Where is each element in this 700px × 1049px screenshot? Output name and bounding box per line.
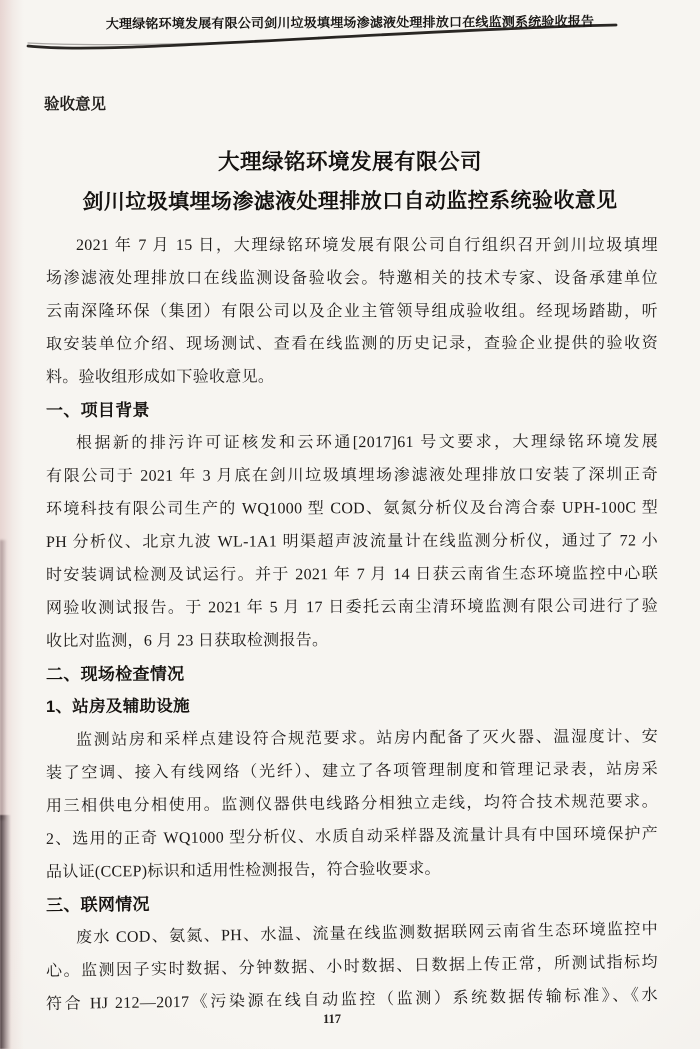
section-heading: 1、站房及辅助设施 [45,697,190,716]
text-line: 心。监测因子实时数据、分钟数据、小时数据、日数据上传正常，所测试指标均 [45,953,659,980]
text-line: 场渗滤液处理排放口在线监测设备验收会。特邀相关的技术专家、设备承建单位 [46,270,658,287]
text-line: PH 分析仪、北京九波 WL-1A1 明渠超声波流量计在线监测分析仪，通过了 72 小 [45,532,659,551]
text-line: 2021 年 7 月 15 日，大理绿铭环境发展有限公司自行组织召开剑川垃圾填埋 [76,237,658,254]
section-heading: 一、项目背景 [45,400,150,420]
text-line: 装了空调、接入有线网络（光纤）、建立了各项管理制度和管理记录表，站房采 [45,760,659,782]
text-line: 收比对监测，6 月 23 日获取检测报告。 [45,632,329,650]
text-line: 用三相供电分相使用。监测仪器供电线路分相独立走线，均符合技术规范要求。 [45,793,659,815]
section-heading: 二、现场检查情况 [45,664,185,684]
page-number: 117 [322,1012,342,1026]
section-label: 验收意见 [44,96,107,113]
document-title: 大理绿铭环境发展有限公司 [217,150,482,174]
text-line: 云南深隆环保（集团）有限公司以及企业主管领导组成验收组。经现场踏勘，听 [46,303,658,320]
text-line: 有限公司于 2021 年 3 月底在剑川垃圾填埋场渗滤液处理排放口安装了深圳正奇 [45,466,659,485]
text-line: 时安装调试检测及试运行。并于 2021 年 7 月 14 日获云南省生态环境监控中心联 [45,565,659,584]
text-line: 废水 COD、氨氮、PH、水温、流量在线监测数据联网云南省生态环境监控中 [75,920,659,947]
scan-edge-shadow-upper [0,540,7,820]
text-line: 网验收测试报告。于 2021 年 5 月 17 日委托云南尘清环境监测有限公司进行了验 [45,597,659,617]
text-line: 监测站房和采样点建设符合规范要求。站房内配备了灭火器、温湿度计、安 [75,728,659,749]
text-line: 品认证(CCEP)标识和适用性检测报告，符合验收要求。 [45,860,441,881]
running-header: 大理绿铭环境发展有限公司剑川垃圾填埋场渗滤液处理排放口在线监测系统验收报告 [105,13,595,32]
text-line: 料。验收组形成如下验收意见。 [45,368,275,386]
text-line: 环境科技有限公司生产的 WQ1000 型 COD、氨氮分析仪及台湾合泰 UPH-100C 型 [45,499,659,518]
body-lines [46,229,658,1021]
document-subtitle: 剑川垃圾填埋场渗滤液处理排放口自动监控系统验收意见 [82,189,618,214]
text-line: 取安装单位介绍、现场测试、查看在线监测的历史记录，查验企业提供的验收资 [45,334,659,353]
text-line: 2、选用的正奇 WQ1000 型分析仪、水质自动采样器及流量计具有中国环境保护产 [45,825,659,848]
section-heading: 三、联网情况 [45,894,150,915]
text-line: 根据新的排污许可证核发和云环通[2017]61 号文要求，大理绿铭环境发展 [75,433,659,452]
text-line: 符合 HJ 212—2017《污染源在线自动监控（监测）系统数据传输标准》、《水 [45,986,659,1013]
